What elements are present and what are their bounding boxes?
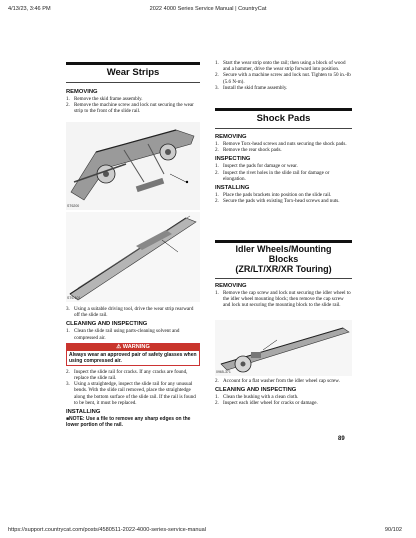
figure-label: 0965-371 — [216, 370, 231, 374]
step-number: 1. — [215, 290, 219, 296]
step-item — [66, 102, 200, 114]
step-item — [215, 60, 352, 72]
section-rule — [215, 240, 352, 243]
step-text: Remove the skid frame assembly. — [74, 96, 143, 102]
idler-wheel-figure — [215, 320, 352, 376]
step-number: 1. — [215, 141, 219, 147]
print-url: https://support.countrycat.com/posts/4580511-2022-4000-series-service-manual — [8, 527, 206, 533]
step-text: Account for a flat washer from the idler wheel cap screw. — [223, 378, 340, 384]
step-number: 3. — [66, 306, 70, 312]
wear-strips-install-text — [215, 60, 352, 91]
step-number: 2. — [215, 400, 219, 407]
step-number: 3. — [215, 84, 219, 91]
warning-box — [66, 343, 200, 366]
inspecting-heading: INSPECTING — [215, 156, 251, 163]
cleaning-heading: CLEANING AND INSPECTING — [215, 387, 297, 394]
step-text: Inspect each idler wheel for cracks or damage. — [223, 400, 318, 407]
print-page-count: 90/102 — [384, 527, 402, 533]
figure-label: ST6200 — [67, 204, 80, 208]
step-text: Remove the cap screw and lock nut securing the idler wheel to the idler wheel mounting block; then remove the cap screw and lock nut securing the mounting block to the slide rail. — [223, 290, 351, 309]
step-number: 1. — [215, 60, 219, 66]
step-item — [215, 290, 352, 309]
step-text: Clean the slide rail using parts-cleaning solvent and compressed air. — [74, 328, 180, 341]
step-item — [215, 400, 352, 406]
step-item — [215, 72, 352, 84]
section-rule-thin — [215, 278, 352, 279]
removing-heading: REMOVING — [66, 89, 98, 95]
removing-heading: REMOVING — [215, 283, 247, 289]
step-item — [215, 378, 352, 384]
step-text: Remove the rear shock pads. — [223, 147, 282, 154]
step-number: 1. — [66, 328, 70, 335]
step-number: 2. — [215, 72, 219, 79]
idler-title-line2: Blocks — [268, 254, 299, 264]
step-item — [215, 198, 352, 204]
idler-cleaning-text — [215, 378, 352, 407]
step-text: Remove the machine screw and lock nut securing the wear strip to the front of the slide rail. — [74, 102, 194, 115]
wear-strips-title: Wear Strips — [106, 67, 160, 78]
step-text: Place the pads brackets into position on the slide rail. — [223, 192, 332, 199]
step-number: 2. — [66, 368, 70, 375]
step-number: 2. — [215, 378, 219, 384]
idler-removing-text — [215, 280, 352, 309]
step-text: Inspect the slide rail for cracks. If any cracks are found, replace the slide rail. — [74, 368, 188, 382]
warning-text: Always wear an approved pair of safety glasses when using compressed air. — [69, 351, 197, 364]
manual-page-number: 89 — [338, 436, 345, 442]
section-rule-thin — [66, 82, 200, 83]
step-number: 1. — [215, 192, 219, 199]
section-rule — [215, 108, 352, 111]
step-text: Start the wear strip onto the rail; then using a block of wood and a hammer, drive the wear strip forward into position. — [223, 60, 346, 73]
step-text: Secure the pads with existing Torx-head screws and nuts. — [223, 198, 340, 205]
warning-title: ⚠ WARNING — [67, 344, 199, 351]
step-item — [66, 306, 200, 318]
step-number: 2. — [66, 102, 70, 109]
shock-pads-text — [215, 131, 352, 204]
idler-title-line1: Idler Wheels/Mounting — [235, 244, 332, 254]
idler-title-line3: (ZR/LT/XR/XR Touring) — [235, 264, 332, 274]
installing-heading: INSTALLING — [66, 409, 101, 416]
section-rule-thin — [215, 128, 352, 129]
step-item — [66, 369, 200, 381]
figure-label: ST6-101 — [67, 296, 81, 300]
step-item — [215, 147, 352, 153]
step-text: Inspect the pads for damage or wear. — [223, 163, 298, 170]
wear-strips-removing-text — [66, 86, 200, 115]
shock-pads-title: Shock Pads — [256, 113, 311, 124]
step-text: Using a suitable driving tool, drive the wear strip rearward off the slide rail. — [74, 306, 194, 319]
wear-strip-figure — [66, 212, 200, 302]
step-number: 1. — [215, 394, 219, 401]
step-item — [66, 328, 200, 340]
idler-wheels-title — [215, 244, 352, 274]
step-item — [66, 381, 200, 406]
note-text: ■NOTE: Use a file to remove any sharp edges on the lower portion of the rail. — [66, 416, 191, 429]
step-number: 3. — [66, 381, 70, 388]
step-text: Clean the bushing with a clean cloth. — [223, 394, 299, 401]
step-text: Secure with a machine screw and lock nut. Tighten to 50 in.-lb (5.6 N-m). — [223, 72, 351, 85]
step-text: Using a straightedge, inspect the slide rail for any unusual bends. With the slide rail removed, place the straightedge along the bottom surface of the slide rail. If the rail is found to be bent, it must be replaced. — [74, 381, 196, 406]
section-rule — [66, 62, 200, 65]
step-text: Remove Torx-head screws and nuts securing the shock pads. — [223, 141, 347, 147]
wear-strips-continued-text — [66, 306, 200, 428]
print-datetime: 4/13/23, 3:46 PM — [8, 6, 51, 12]
step-item — [215, 85, 352, 91]
step-text: Install the skid frame assembly. — [223, 84, 288, 91]
removing-heading: REMOVING — [215, 134, 247, 140]
step-number: 2. — [215, 198, 219, 205]
step-number: 2. — [215, 169, 219, 176]
skid-frame-figure — [66, 122, 200, 210]
step-number: 2. — [215, 147, 219, 154]
step-number: 1. — [66, 96, 70, 102]
step-number: 1. — [215, 163, 219, 170]
step-text: Inspect the rivet holes in the slide rail for damage or elongation. — [223, 169, 330, 182]
installing-heading: INSTALLING — [215, 185, 250, 192]
print-title: 2022 4000 Series Service Manual | CountryCat — [149, 6, 267, 12]
step-item — [215, 170, 352, 182]
cleaning-heading: CLEANING AND INSPECTING — [66, 321, 148, 328]
